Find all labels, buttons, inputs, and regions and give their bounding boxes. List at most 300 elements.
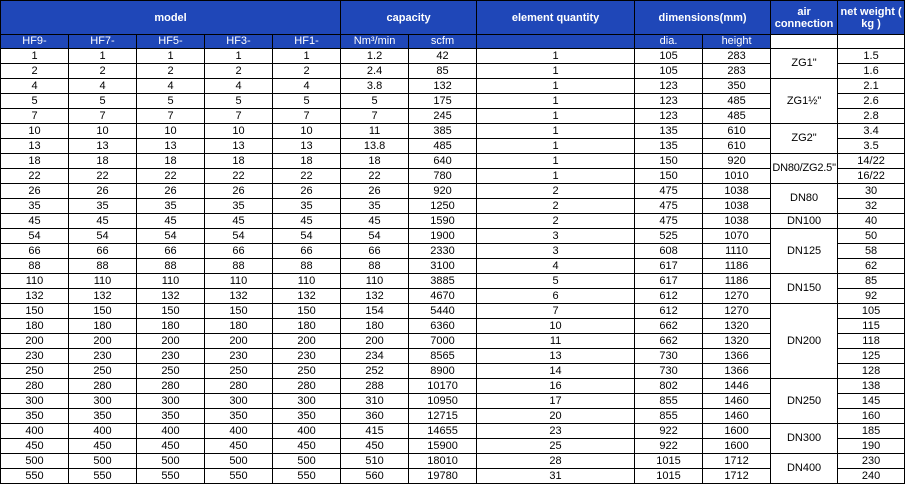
table-cell: 45 <box>273 214 341 229</box>
header-row <box>1 1 905 35</box>
subheader-cell: height <box>703 35 771 49</box>
table-cell: 350 <box>273 409 341 424</box>
table-cell: 88 <box>341 259 409 274</box>
net-weight-cell: 190 <box>838 439 905 454</box>
table-cell: 22 <box>1 169 69 184</box>
table-cell: 110 <box>205 274 273 289</box>
table-cell: 8565 <box>409 349 477 364</box>
table-cell: 110 <box>69 274 137 289</box>
table-cell: 1 <box>273 49 341 64</box>
air-connection-cell: DN200 <box>771 304 838 379</box>
table-cell: 1 <box>477 79 635 94</box>
table-cell: 234 <box>341 349 409 364</box>
table-cell: 12715 <box>409 409 477 424</box>
table-cell: 612 <box>635 289 703 304</box>
table-cell: 123 <box>635 109 703 124</box>
table-cell: 45 <box>137 214 205 229</box>
table-cell: 45 <box>341 214 409 229</box>
table-cell: 18 <box>1 154 69 169</box>
table-cell: 13 <box>477 349 635 364</box>
table-cell: 1460 <box>703 409 771 424</box>
table-cell: 88 <box>137 259 205 274</box>
table-cell: 150 <box>69 304 137 319</box>
table-cell: 500 <box>137 454 205 469</box>
table-cell: 1366 <box>703 349 771 364</box>
table-cell: 500 <box>69 454 137 469</box>
table-cell: 8900 <box>409 364 477 379</box>
table-cell: 3885 <box>409 274 477 289</box>
net-weight-cell: 85 <box>838 274 905 289</box>
table-cell: 4 <box>273 79 341 94</box>
air-connection-cell: ZG1" <box>771 49 838 79</box>
table-cell: 66 <box>205 244 273 259</box>
table-cell: 360 <box>341 409 409 424</box>
table-cell: 26 <box>341 184 409 199</box>
table-cell: 180 <box>205 319 273 334</box>
table-cell: 475 <box>635 199 703 214</box>
net-weight-cell: 50 <box>838 229 905 244</box>
table-cell: 2 <box>205 64 273 79</box>
air-connection-cell: DN100 <box>771 214 838 229</box>
table-cell: 1038 <box>703 184 771 199</box>
table-row <box>1 169 905 184</box>
table-cell: 500 <box>1 454 69 469</box>
table-cell: 6360 <box>409 319 477 334</box>
table-cell: 135 <box>635 139 703 154</box>
spec-table-body <box>1 49 905 484</box>
table-cell: 13.8 <box>341 139 409 154</box>
net-weight-cell: 2.8 <box>838 109 905 124</box>
table-cell: 1 <box>1 49 69 64</box>
table-cell: 26 <box>205 184 273 199</box>
net-weight-cell: 125 <box>838 349 905 364</box>
table-cell: 300 <box>137 394 205 409</box>
table-cell: 54 <box>341 229 409 244</box>
table-cell: 13 <box>1 139 69 154</box>
table-row <box>1 409 905 424</box>
table-cell: 450 <box>273 439 341 454</box>
net-weight-cell: 138 <box>838 379 905 394</box>
table-cell: 35 <box>205 199 273 214</box>
table-cell: 150 <box>205 304 273 319</box>
table-row <box>1 469 905 484</box>
table-cell: 7000 <box>409 334 477 349</box>
table-row <box>1 124 905 139</box>
table-cell: 475 <box>635 184 703 199</box>
table-cell: 10170 <box>409 379 477 394</box>
table-cell: 1250 <box>409 199 477 214</box>
table-cell: 22 <box>273 169 341 184</box>
table-row <box>1 319 905 334</box>
table-cell: 105 <box>635 49 703 64</box>
table-cell: 283 <box>703 49 771 64</box>
net-weight-cell: 2.1 <box>838 79 905 94</box>
table-cell: 18010 <box>409 454 477 469</box>
table-cell: 180 <box>69 319 137 334</box>
table-cell: 1110 <box>703 244 771 259</box>
subheader-cell: HF1- <box>273 35 341 49</box>
table-cell: 15900 <box>409 439 477 454</box>
subheader-cell: dia. <box>635 35 703 49</box>
table-cell: 1460 <box>703 394 771 409</box>
table-row <box>1 214 905 229</box>
table-cell: 1010 <box>703 169 771 184</box>
table-cell: 922 <box>635 424 703 439</box>
table-cell: 855 <box>635 409 703 424</box>
table-cell: 123 <box>635 79 703 94</box>
table-cell: 132 <box>205 289 273 304</box>
table-cell: 16 <box>477 379 635 394</box>
table-cell: 4 <box>477 259 635 274</box>
table-cell: 230 <box>273 349 341 364</box>
table-cell: 10 <box>477 319 635 334</box>
table-cell: 110 <box>273 274 341 289</box>
table-row <box>1 274 905 289</box>
table-cell: 13 <box>205 139 273 154</box>
table-cell: 150 <box>273 304 341 319</box>
table-cell: 230 <box>1 349 69 364</box>
table-cell: 110 <box>1 274 69 289</box>
net-weight-cell: 240 <box>838 469 905 484</box>
table-cell: 250 <box>205 364 273 379</box>
table-cell: 510 <box>341 454 409 469</box>
table-cell: 31 <box>477 469 635 484</box>
table-cell: 485 <box>703 109 771 124</box>
table-cell: 485 <box>409 139 477 154</box>
table-cell: 150 <box>1 304 69 319</box>
table-cell: 17 <box>477 394 635 409</box>
table-row <box>1 79 905 94</box>
table-cell: 200 <box>273 334 341 349</box>
table-row <box>1 49 905 64</box>
table-cell: 4 <box>137 79 205 94</box>
table-row <box>1 439 905 454</box>
table-cell: 400 <box>69 424 137 439</box>
table-cell: 1600 <box>703 424 771 439</box>
table-cell: 180 <box>341 319 409 334</box>
table-cell: 25 <box>477 439 635 454</box>
table-cell: 1 <box>477 124 635 139</box>
table-cell: 66 <box>137 244 205 259</box>
table-cell: 10 <box>1 124 69 139</box>
model-header: model <box>1 1 341 35</box>
table-cell: 5 <box>1 94 69 109</box>
table-cell: 350 <box>137 409 205 424</box>
subheader-cell <box>477 35 635 49</box>
table-cell: 617 <box>635 259 703 274</box>
table-cell: 1.2 <box>341 49 409 64</box>
table-cell: 154 <box>341 304 409 319</box>
table-cell: 1070 <box>703 229 771 244</box>
table-cell: 10 <box>205 124 273 139</box>
table-cell: 54 <box>69 229 137 244</box>
table-row <box>1 94 905 109</box>
table-cell: 150 <box>635 169 703 184</box>
table-cell: 610 <box>703 139 771 154</box>
table-cell: 1712 <box>703 469 771 484</box>
table-cell: 26 <box>1 184 69 199</box>
table-cell: 14 <box>477 364 635 379</box>
table-cell: 4 <box>1 79 69 94</box>
table-cell: 22 <box>341 169 409 184</box>
table-cell: 28 <box>477 454 635 469</box>
table-cell: 11 <box>341 124 409 139</box>
subheader-cell <box>838 35 905 49</box>
table-cell: 230 <box>205 349 273 364</box>
net-weight-cell: 128 <box>838 364 905 379</box>
table-cell: 1 <box>477 154 635 169</box>
table-cell: 922 <box>635 439 703 454</box>
air-connection-cell: DN150 <box>771 274 838 304</box>
table-cell: 7 <box>137 109 205 124</box>
net-weight-cell: 2.6 <box>838 94 905 109</box>
table-cell: 550 <box>205 469 273 484</box>
table-cell: 450 <box>137 439 205 454</box>
table-cell: 54 <box>137 229 205 244</box>
table-cell: 385 <box>409 124 477 139</box>
table-cell: 200 <box>137 334 205 349</box>
table-cell: 1015 <box>635 454 703 469</box>
table-cell: 400 <box>273 424 341 439</box>
table-row <box>1 184 905 199</box>
table-cell: 18 <box>273 154 341 169</box>
table-cell: 640 <box>409 154 477 169</box>
table-cell: 1 <box>137 49 205 64</box>
table-cell: 612 <box>635 304 703 319</box>
subheader-cell: HF5- <box>137 35 205 49</box>
table-cell: 35 <box>273 199 341 214</box>
table-cell: 1 <box>477 49 635 64</box>
table-cell: 18 <box>137 154 205 169</box>
table-cell: 250 <box>273 364 341 379</box>
table-cell: 45 <box>205 214 273 229</box>
table-cell: 280 <box>1 379 69 394</box>
table-cell: 300 <box>69 394 137 409</box>
table-cell: 2 <box>273 64 341 79</box>
air-connection-cell: DN80/ZG2.5" <box>771 154 838 184</box>
table-cell: 5 <box>69 94 137 109</box>
net-weight-cell: 92 <box>838 289 905 304</box>
table-cell: 350 <box>205 409 273 424</box>
table-cell: 1015 <box>635 469 703 484</box>
net-weight-cell: 58 <box>838 244 905 259</box>
table-cell: 1366 <box>703 364 771 379</box>
table-cell: 35 <box>341 199 409 214</box>
table-cell: 5 <box>341 94 409 109</box>
table-cell: 200 <box>205 334 273 349</box>
table-cell: 1446 <box>703 379 771 394</box>
table-cell: 66 <box>69 244 137 259</box>
subheader-cell: HF7- <box>69 35 137 49</box>
table-cell: 66 <box>1 244 69 259</box>
net-weight-cell: 14/22 <box>838 154 905 169</box>
table-cell: 280 <box>69 379 137 394</box>
table-cell: 1186 <box>703 274 771 289</box>
net-weight-cell: 230 <box>838 454 905 469</box>
capacity-header: capacity <box>341 1 477 35</box>
table-cell: 132 <box>341 289 409 304</box>
net-weight-cell: 32 <box>838 199 905 214</box>
table-cell: 730 <box>635 364 703 379</box>
table-cell: 283 <box>703 64 771 79</box>
table-cell: 7 <box>1 109 69 124</box>
table-cell: 475 <box>635 214 703 229</box>
table-cell: 180 <box>137 319 205 334</box>
table-cell: 123 <box>635 94 703 109</box>
net-weight-cell: 3.4 <box>838 124 905 139</box>
net-weight-cell: 3.5 <box>838 139 905 154</box>
table-cell: 608 <box>635 244 703 259</box>
table-cell: 300 <box>1 394 69 409</box>
dimensions-header: dimensions(mm) <box>635 1 771 35</box>
table-cell: 550 <box>273 469 341 484</box>
table-cell: 13 <box>69 139 137 154</box>
table-cell: 662 <box>635 334 703 349</box>
table-cell: 14655 <box>409 424 477 439</box>
air-connection-cell: DN400 <box>771 454 838 484</box>
air-connection-cell: ZG1½" <box>771 79 838 124</box>
table-row <box>1 109 905 124</box>
table-cell: 230 <box>69 349 137 364</box>
net-weight-cell: 160 <box>838 409 905 424</box>
table-cell: 22 <box>69 169 137 184</box>
table-cell: 280 <box>137 379 205 394</box>
net-weight-cell: 1.5 <box>838 49 905 64</box>
table-cell: 450 <box>1 439 69 454</box>
table-cell: 35 <box>137 199 205 214</box>
table-cell: 3 <box>477 229 635 244</box>
net-weight-cell: 115 <box>838 319 905 334</box>
table-cell: 780 <box>409 169 477 184</box>
table-cell: 1600 <box>703 439 771 454</box>
table-cell: 1 <box>205 49 273 64</box>
table-cell: 450 <box>205 439 273 454</box>
table-cell: 54 <box>1 229 69 244</box>
table-cell: 4 <box>69 79 137 94</box>
table-cell: 45 <box>69 214 137 229</box>
table-cell: 1186 <box>703 259 771 274</box>
table-cell: 180 <box>273 319 341 334</box>
air-connection-cell: DN300 <box>771 424 838 454</box>
table-row <box>1 289 905 304</box>
table-cell: 22 <box>137 169 205 184</box>
net-weight-cell: 1.6 <box>838 64 905 79</box>
table-cell: 4 <box>205 79 273 94</box>
table-cell: 662 <box>635 319 703 334</box>
table-row <box>1 364 905 379</box>
table-cell: 450 <box>341 439 409 454</box>
table-cell: 1270 <box>703 304 771 319</box>
table-cell: 400 <box>1 424 69 439</box>
table-cell: 5440 <box>409 304 477 319</box>
table-cell: 2.4 <box>341 64 409 79</box>
air-connection-cell: DN80 <box>771 184 838 214</box>
table-cell: 1320 <box>703 334 771 349</box>
subheader-cell: scfm <box>409 35 477 49</box>
table-cell: 3100 <box>409 259 477 274</box>
table-cell: 1 <box>477 109 635 124</box>
table-cell: 42 <box>409 49 477 64</box>
table-row <box>1 64 905 79</box>
table-cell: 1038 <box>703 199 771 214</box>
table-cell: 560 <box>341 469 409 484</box>
table-cell: 350 <box>69 409 137 424</box>
table-cell: 415 <box>341 424 409 439</box>
table-cell: 132 <box>409 79 477 94</box>
subheader-cell: HF9- <box>1 35 69 49</box>
table-cell: 550 <box>137 469 205 484</box>
table-cell: 200 <box>69 334 137 349</box>
table-cell: 3 <box>477 244 635 259</box>
table-cell: 802 <box>635 379 703 394</box>
table-cell: 66 <box>273 244 341 259</box>
table-cell: 2 <box>1 64 69 79</box>
air-connection-cell: ZG2" <box>771 124 838 154</box>
table-cell: 11 <box>477 334 635 349</box>
table-cell: 23 <box>477 424 635 439</box>
table-cell: 150 <box>635 154 703 169</box>
table-cell: 2 <box>477 214 635 229</box>
table-cell: 252 <box>341 364 409 379</box>
table-cell: 2330 <box>409 244 477 259</box>
table-cell: 45 <box>1 214 69 229</box>
net-weight-cell: 62 <box>838 259 905 274</box>
table-cell: 13 <box>273 139 341 154</box>
table-cell: 18 <box>205 154 273 169</box>
table-cell: 18 <box>69 154 137 169</box>
table-cell: 1 <box>69 49 137 64</box>
air-connection-cell: DN125 <box>771 229 838 274</box>
table-cell: 485 <box>703 94 771 109</box>
table-cell: 13 <box>137 139 205 154</box>
table-cell: 2 <box>477 199 635 214</box>
air-connection-cell: DN250 <box>771 379 838 424</box>
table-cell: 110 <box>341 274 409 289</box>
table-row <box>1 244 905 259</box>
table-cell: 500 <box>273 454 341 469</box>
net-weight-cell: 16/22 <box>838 169 905 184</box>
table-cell: 26 <box>137 184 205 199</box>
table-cell: 150 <box>137 304 205 319</box>
table-cell: 500 <box>205 454 273 469</box>
table-cell: 35 <box>1 199 69 214</box>
table-cell: 200 <box>1 334 69 349</box>
table-cell: 85 <box>409 64 477 79</box>
net-weight-cell: 105 <box>838 304 905 319</box>
table-cell: 132 <box>137 289 205 304</box>
table-cell: 245 <box>409 109 477 124</box>
table-cell: 450 <box>69 439 137 454</box>
table-cell: 88 <box>1 259 69 274</box>
table-cell: 250 <box>137 364 205 379</box>
subheader-cell: HF3- <box>205 35 273 49</box>
table-cell: 2 <box>477 184 635 199</box>
table-cell: 550 <box>1 469 69 484</box>
table-cell: 525 <box>635 229 703 244</box>
table-cell: 7 <box>341 109 409 124</box>
table-cell: 1590 <box>409 214 477 229</box>
table-cell: 610 <box>703 124 771 139</box>
table-cell: 280 <box>205 379 273 394</box>
table-cell: 280 <box>273 379 341 394</box>
table-cell: 1 <box>477 169 635 184</box>
table-cell: 110 <box>137 274 205 289</box>
table-cell: 19780 <box>409 469 477 484</box>
table-row <box>1 424 905 439</box>
table-row <box>1 199 905 214</box>
table-row <box>1 454 905 469</box>
table-row <box>1 139 905 154</box>
